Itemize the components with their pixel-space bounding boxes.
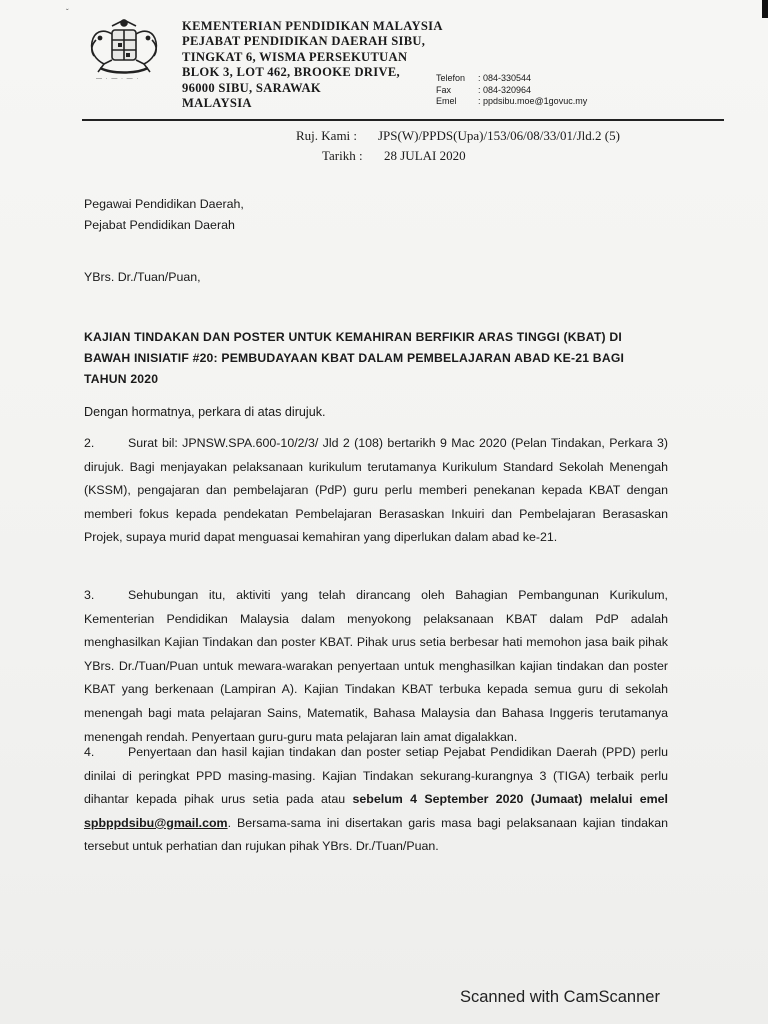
paragraph-number: 2. bbox=[84, 436, 95, 450]
paragraph-number: 4. bbox=[84, 745, 95, 759]
fax-label: Fax bbox=[436, 84, 452, 95]
paragraph-text: Penyertaan dan hasil kajian tindakan dan poster setiap Pejabat Pendidikan Daerah (PPD) perlu dinilai di peringkat PPD masing-masing. Kajian Tindakan sekurang-kurangnya 3 (TIGA) terbaik perlu dihantar kepada pihak urus setia pada atau bbox=[84, 745, 668, 807]
subject-line: TAHUN 2020 bbox=[84, 372, 159, 386]
salutation: YBrs. Dr./Tuan/Puan, bbox=[84, 270, 201, 284]
paragraph-3 bbox=[84, 584, 668, 749]
opening-line: Dengan hormatnya, perkara di atas dirujuk. bbox=[84, 405, 326, 419]
contact-fax bbox=[436, 85, 587, 97]
fax-value: : 084-320964 bbox=[478, 84, 532, 95]
emel-label: Emel bbox=[436, 96, 457, 106]
scan-edge-mark bbox=[762, 0, 768, 18]
paragraph-text: . Bersama-sama ini disertakan garis masa bagi pelaksanaan kajian tindakan tersebut untuk perhatian dan rujukan pihak YBrs. Dr./Tuan/Puan. bbox=[84, 815, 668, 854]
paragraph-number: 3. bbox=[84, 588, 95, 602]
deadline-text: sebelum 4 September 2020 (Jumaat) melalui emel bbox=[352, 792, 669, 807]
ruj-value: JPS(W)/PPDS(Upa)/153/06/08/33/01/Jld.2 (5) bbox=[378, 128, 620, 143]
letter-subject bbox=[84, 327, 668, 390]
paragraph-text: Sehubungan itu, aktiviti yang telah dirancang oleh Bahagian Pembangunan Kurikulum, Kementerian Pendidikan Malaysia dalam menyokong pelaksanaan KBAT dalam PdP adalah menghasilkan Kajian Tindakan dan poster KBAT. Pihak urus setia berbesar hati memohon jasa baik pihak YBrs. Dr./Tuan/Puan untuk mewara-warakan penyertaan untuk menghasilkan kajian tindakan dan poster KBAT yang berkenaan (Lampiran A). Kajian Tindakan KBAT terbuka kepada semua guru di sekolah menengah bagi mata pelajaran Sains, Matematik, Bahasa Malaysia dan Bahasa Inggeris terutamanya menengah rendah. Penyertaan guru-guru mata pelajaran lain amat digalakkan. bbox=[84, 588, 668, 744]
letterhead-address bbox=[182, 19, 443, 111]
subject-line: BAWAH INISIATIF #20: PEMBUDAYAAN KBAT DALAM PEMBELAJARAN ABAD KE-21 BAGI bbox=[84, 351, 625, 365]
address-line: 96000 SIBU, SARAWAK bbox=[182, 80, 322, 95]
camscanner-watermark: Scanned with CamScanner bbox=[460, 988, 660, 1006]
subject-line: KAJIAN TINDAKAN DAN POSTER UNTUK KEMAHIRAN BERFIKIR ARAS TINGGI (KBAT) DI bbox=[84, 330, 622, 344]
paragraph-4 bbox=[84, 741, 668, 859]
recipient-line: Pegawai Pendidikan Daerah, bbox=[84, 197, 244, 211]
letterhead-divider bbox=[82, 119, 724, 121]
telefon-label: Telefon bbox=[436, 73, 466, 83]
email-link[interactable]: spbppdsibu@gmail.com bbox=[84, 815, 228, 830]
telefon-value: : 084-330544 bbox=[478, 73, 532, 83]
crest-motto-band: — · — · — · bbox=[96, 76, 140, 82]
malaysia-coat-of-arms-icon bbox=[78, 16, 170, 80]
paragraph-2 bbox=[84, 432, 668, 550]
emel-value: : ppdsibu.moe@1govuc.my bbox=[478, 96, 588, 106]
address-line: KEMENTERIAN PENDIDIKAN MALAYSIA bbox=[182, 19, 443, 33]
recipient-line: Pejabat Pendidikan Daerah bbox=[84, 218, 235, 232]
address-line: TINGKAT 6, WISMA PERSEKUTUAN bbox=[182, 49, 408, 64]
contact-telefon bbox=[436, 73, 587, 85]
address-line: MALAYSIA bbox=[182, 96, 252, 111]
letterhead-contact bbox=[436, 73, 587, 108]
ruj-label: Ruj. Kami : bbox=[296, 128, 358, 143]
paragraph-text: Surat bil: JPNSW.SPA.600-10/2/3/ Jld 2 (108) bertarikh 9 Mac 2020 (Pelan Tindakan, Perkara 3) dirujuk. Bagi menjayakan pelaksanaan kurikulum terutamanya Kurikulum Standard Sekolah Menengah (KSSM), pengajaran dan pembelajaran (PdP) guru perlu memberi penekanan kepada KBAT dengan memberi fokus kepada pendekatan Pembelajaran Berasaskan Inkuiri dan Pembelajaran Berasaskan Projek, supaya murid dapat menguasai kemahiran yang diperlukan dalam abad ke-21. bbox=[84, 436, 668, 545]
address-line: PEJABAT PENDIDIKAN DAERAH SIBU, bbox=[182, 34, 426, 49]
scan-speck: ˇ bbox=[66, 8, 69, 17]
tarikh-label: Tarikh : bbox=[322, 148, 363, 163]
address-line: BLOK 3, LOT 462, BROOKE DRIVE, bbox=[182, 65, 401, 80]
contact-emel bbox=[436, 96, 587, 108]
tarikh-value: 28 JULAI 2020 bbox=[384, 148, 466, 163]
recipient-block bbox=[84, 194, 244, 236]
